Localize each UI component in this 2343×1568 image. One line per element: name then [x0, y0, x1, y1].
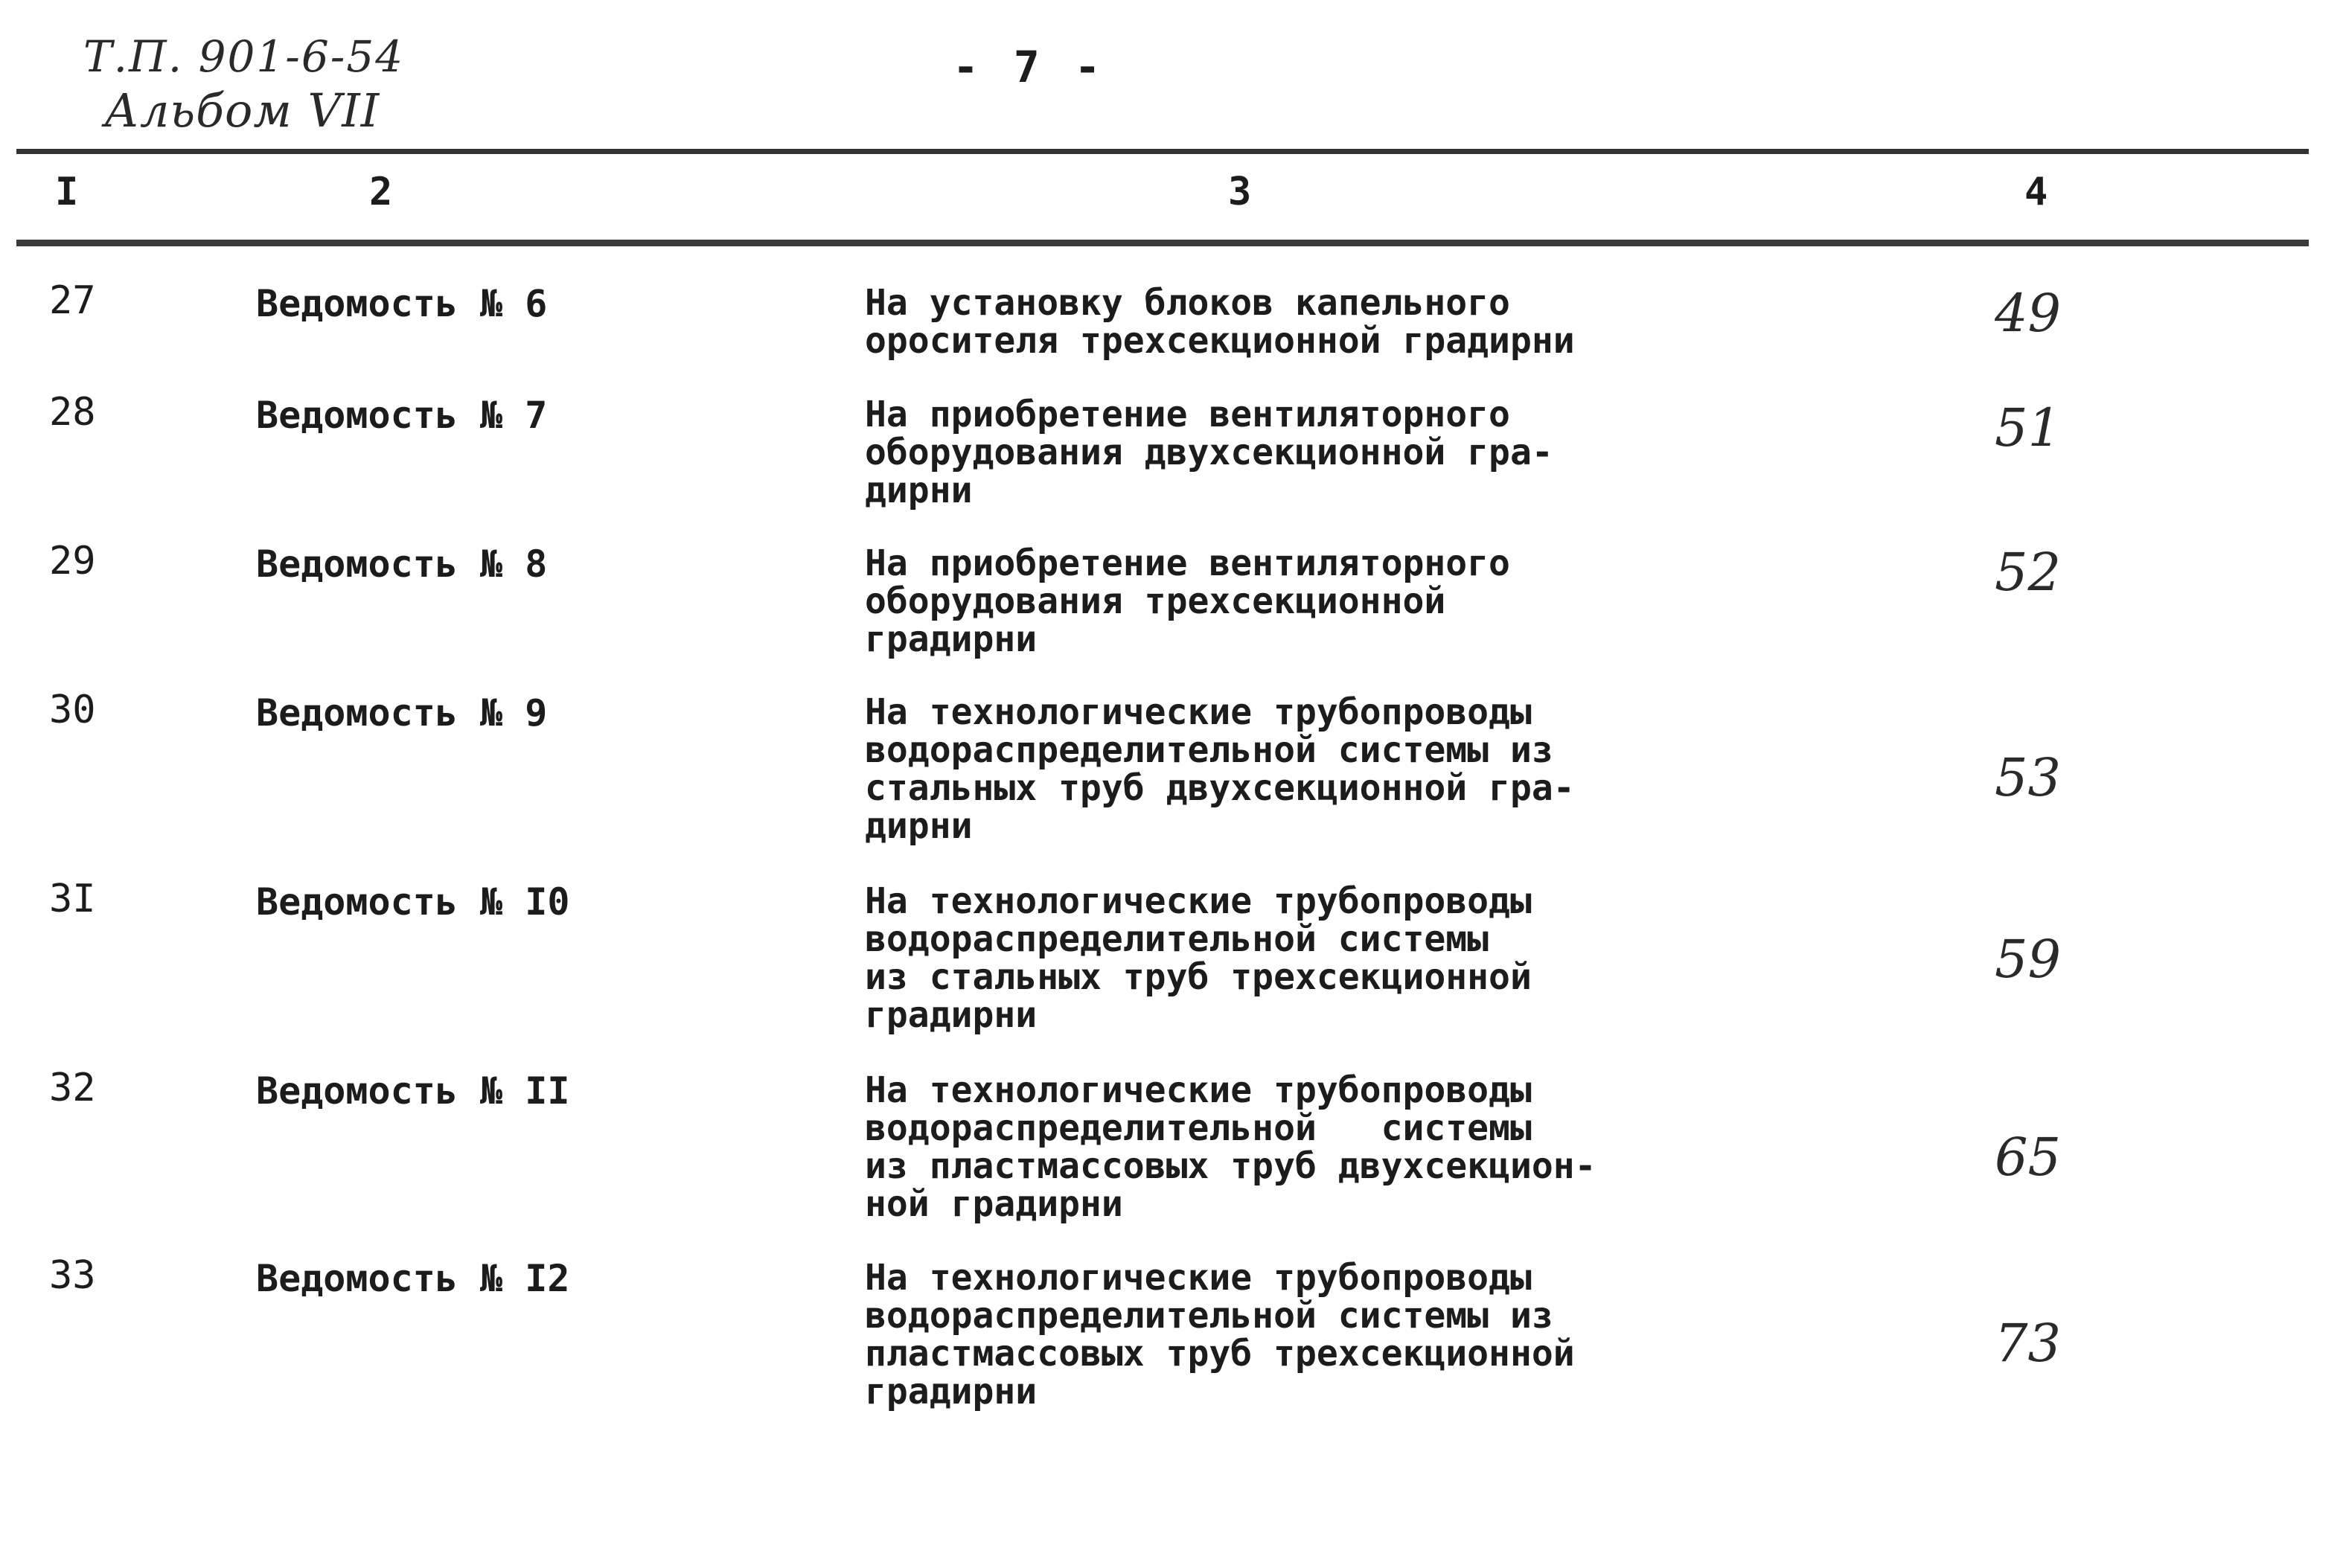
- description-line: ной градирни: [865, 1183, 1123, 1225]
- row-number: 29: [49, 539, 96, 583]
- album-label: Альбом VII: [104, 83, 380, 138]
- row-number: 32: [49, 1066, 96, 1110]
- row-description: [865, 396, 1654, 510]
- row-description: [865, 1069, 1654, 1225]
- row-page-number: 59: [1995, 929, 2062, 990]
- description-line: На установку блоков капельного: [865, 282, 1510, 324]
- description-line: оборудования трехсекционной: [865, 580, 1446, 622]
- description-line: На технологические трубопроводы: [865, 1069, 1532, 1111]
- row-document-name: Ведомость № I2: [256, 1257, 570, 1300]
- row-number: 33: [49, 1253, 96, 1298]
- column-header-2: 2: [369, 170, 393, 214]
- description-line: оросителя трехсекционной градирни: [865, 320, 1575, 362]
- description-line: На технологические трубопроводы: [865, 691, 1532, 733]
- row-document-name: Ведомость № 9: [256, 691, 548, 735]
- description-line: водораспределительной системы из: [865, 1295, 1553, 1337]
- description-line: На приобретение вентиляторного: [865, 543, 1510, 584]
- description-line: стальных труб двухсекционной гра-: [865, 767, 1575, 809]
- description-line: На технологические трубопроводы: [865, 880, 1532, 922]
- row-number: 27: [49, 278, 96, 323]
- column-header-4: 4: [2024, 170, 2048, 214]
- row-document-name: Ведомость № 7: [256, 394, 548, 437]
- description-line: водораспределительной системы из: [865, 729, 1553, 771]
- description-line: из пластмассовых труб двухсекцион-: [865, 1145, 1596, 1187]
- description-line: пластмассовых труб трехсекционной: [865, 1333, 1575, 1375]
- row-document-name: Ведомость № II: [256, 1069, 570, 1113]
- row-number: 3I: [49, 877, 96, 921]
- row-page-number: 53: [1995, 747, 2062, 808]
- description-line: градирни: [865, 1371, 1038, 1412]
- row-page-number: 51: [1995, 397, 2062, 458]
- row-description: [865, 691, 1654, 847]
- row-page-number: 65: [1995, 1127, 2062, 1188]
- row-page-number: 49: [1995, 283, 2062, 344]
- description-line: На технологические трубопроводы: [865, 1257, 1532, 1299]
- description-line: дирни: [865, 805, 973, 847]
- description-line: водораспределительной системы: [865, 1107, 1532, 1149]
- document-code: Т.П. 901-6-54: [83, 31, 405, 82]
- description-line: оборудования двухсекционной гра-: [865, 432, 1553, 473]
- row-description: [865, 284, 1654, 360]
- column-header-1: I: [55, 170, 79, 214]
- row-document-name: Ведомость № 6: [256, 282, 548, 325]
- description-line: водораспределительной системы: [865, 918, 1489, 960]
- row-page-number: 73: [1995, 1313, 2062, 1374]
- description-line: градирни: [865, 994, 1038, 1036]
- row-description: [865, 545, 1654, 659]
- row-description: [865, 880, 1654, 1036]
- row-number: 28: [49, 390, 96, 435]
- page-number: - 7 -: [953, 42, 1105, 92]
- description-line: из стальных труб трехсекционной: [865, 956, 1532, 998]
- description-line: дирни: [865, 470, 973, 511]
- description-line: градирни: [865, 618, 1038, 660]
- column-header-3: 3: [1228, 170, 1252, 214]
- row-description: [865, 1259, 1654, 1411]
- row-number: 30: [49, 688, 96, 732]
- row-document-name: Ведомость № 8: [256, 543, 548, 586]
- row-document-name: Ведомость № I0: [256, 880, 570, 924]
- description-line: На приобретение вентиляторного: [865, 394, 1510, 435]
- row-page-number: 52: [1995, 542, 2062, 603]
